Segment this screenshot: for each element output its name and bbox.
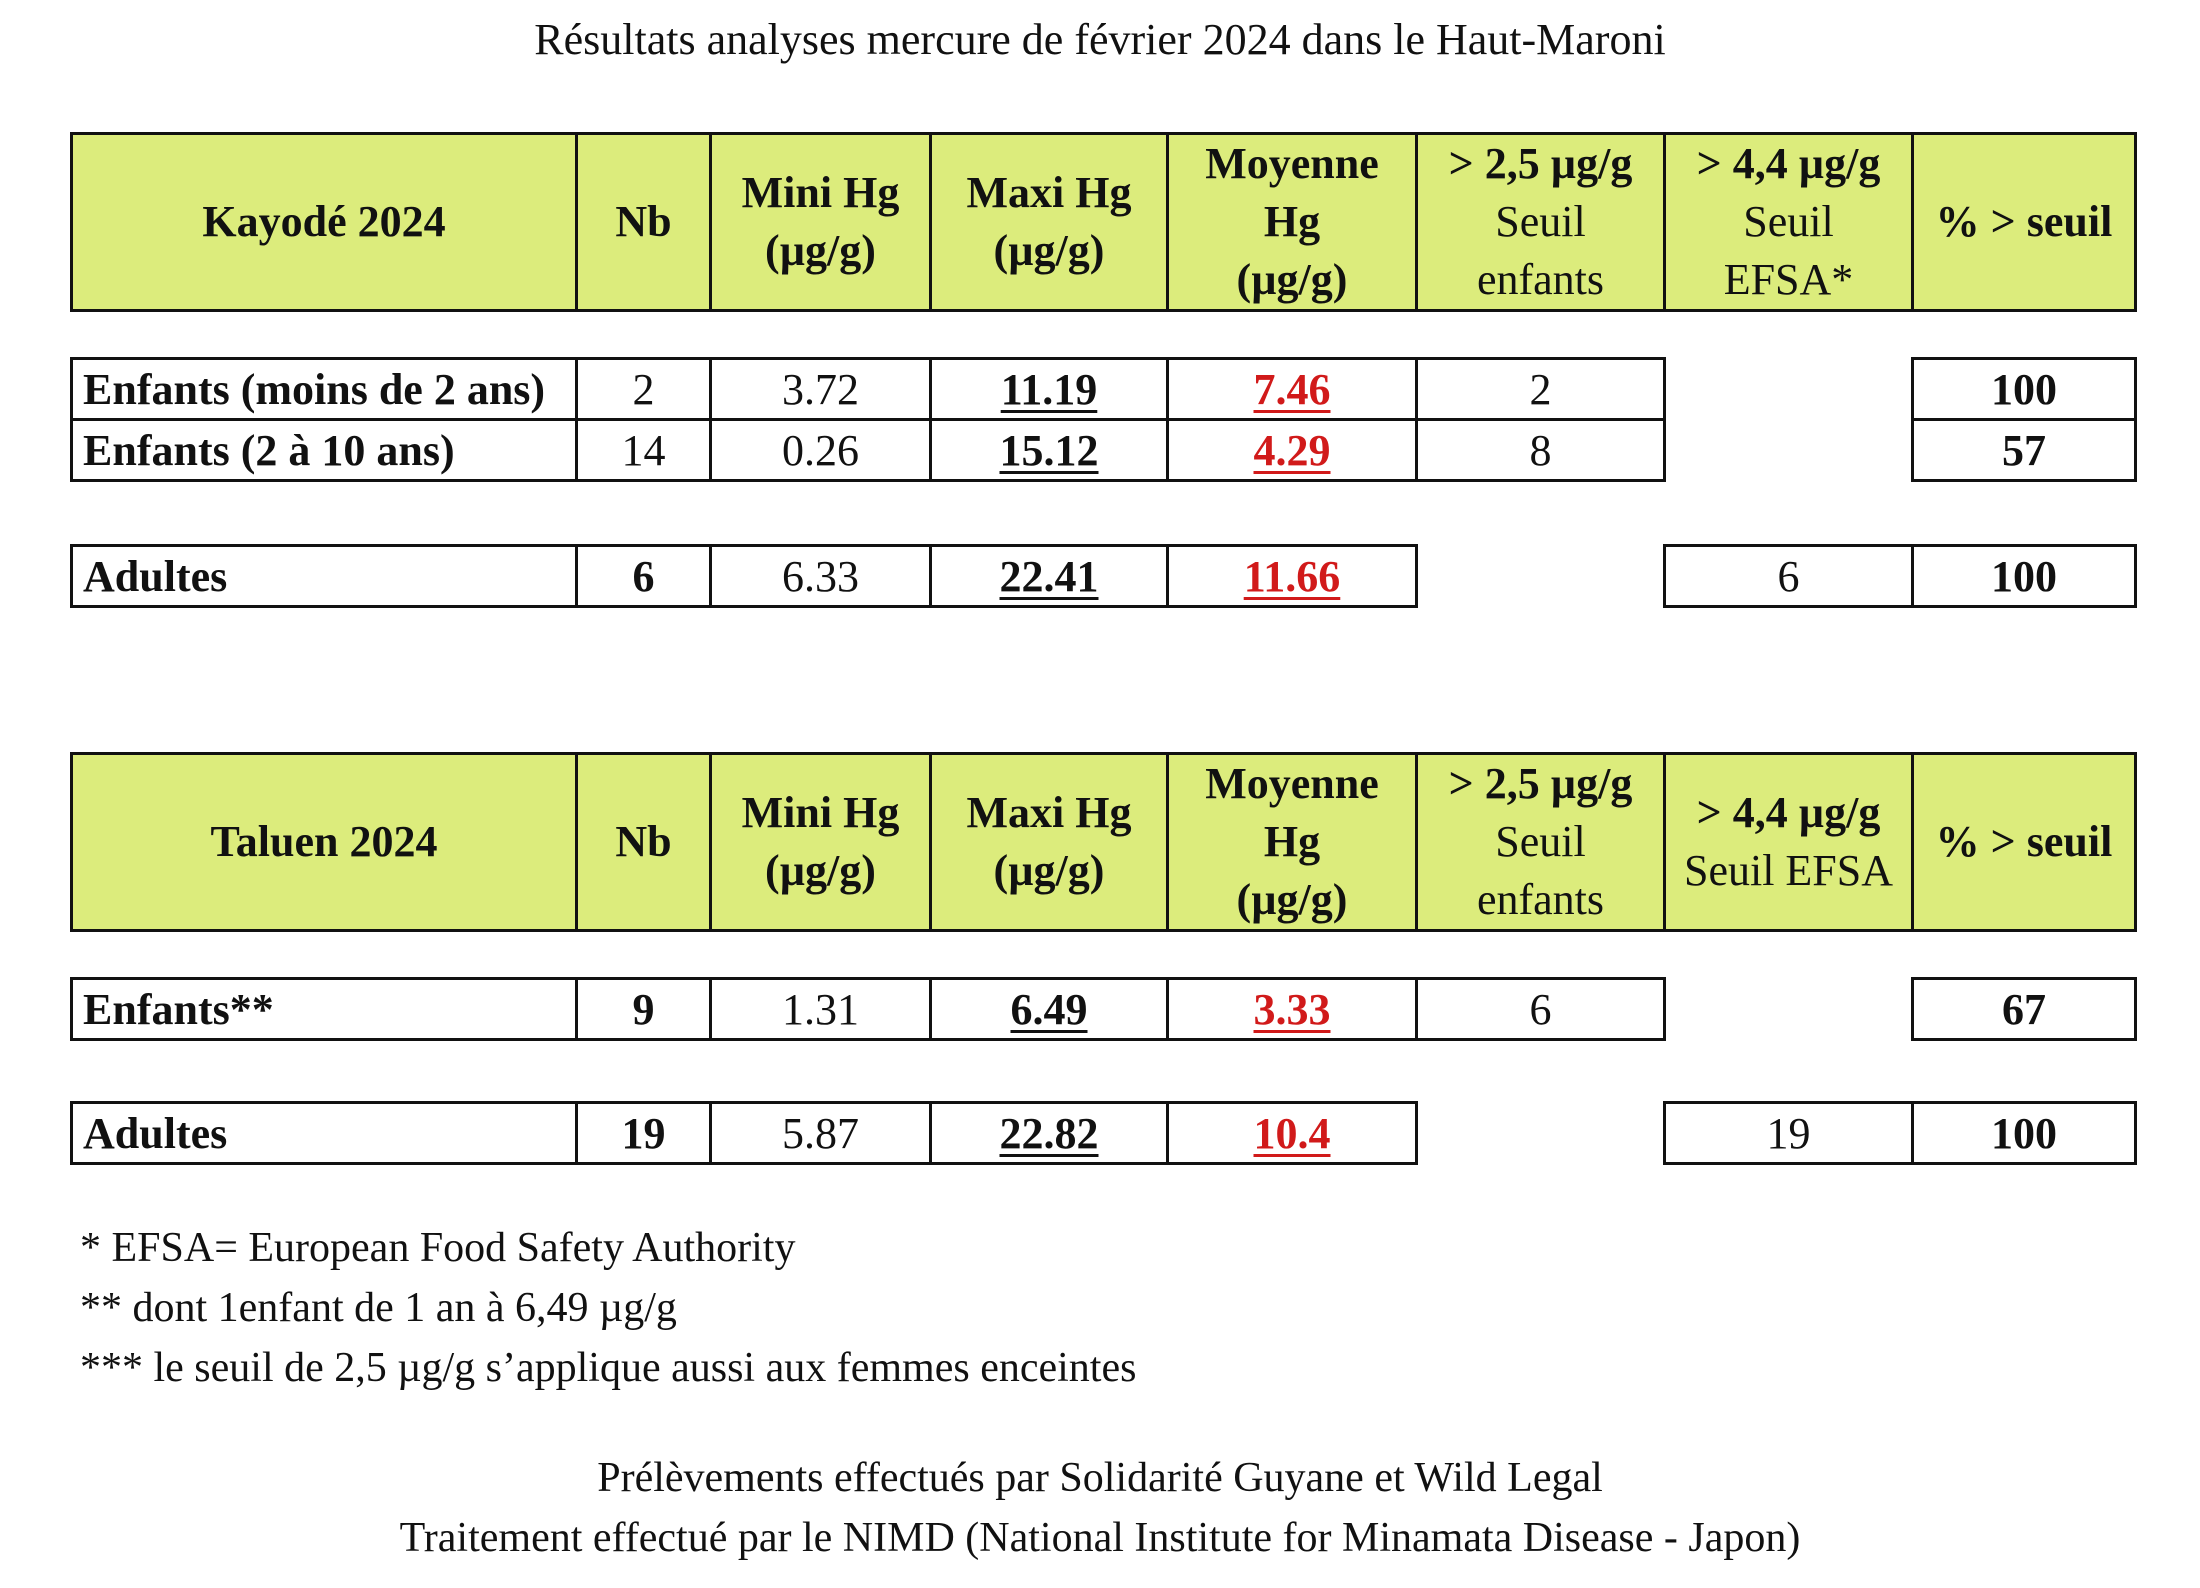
row-label: Adultes [70,1101,578,1165]
cell-mini: 3.72 [709,357,932,421]
header-location: Kayodé 2024 [70,132,578,312]
header-pct: % > seuil [1911,752,2137,932]
table-row [70,1101,2137,1165]
header-maxi: Maxi Hg (µg/g) [929,132,1169,312]
footnote-efsa: * EFSA= European Food Safety Authority [80,1225,796,1271]
header-moyenne: Moyenne Hg (µg/g) [1166,132,1418,312]
cell-pct: 100 [1911,357,2137,421]
row-label: Enfants** [70,977,578,1041]
row-label: Adultes [70,544,578,608]
row-label: Enfants (2 à 10 ans) [70,418,578,482]
cell-nb: 2 [575,357,712,421]
footnote-child: ** dont 1enfant de 1 an à 6,49 µg/g [80,1285,677,1331]
cell-pct: 67 [1911,977,2137,1041]
footnotes [80,1218,1136,1398]
page-title: Résultats analyses mercure de février 2024 dans le Haut-Maroni [534,15,1666,64]
cell-nb: 9 [575,977,712,1041]
cell-mini: 1.31 [709,977,932,1041]
cell-seuil-efsa: 6 [1663,544,1914,608]
table-header-taluen [70,752,2137,932]
header-pct: % > seuil [1911,132,2137,312]
header-maxi: Maxi Hg (µg/g) [929,752,1169,932]
cell-maxi: 15.12 [929,418,1169,482]
cell-nb: 19 [575,1101,712,1165]
cell-seuil-enfants: 8 [1415,418,1666,482]
header-nb: Nb [575,132,712,312]
cell-moyenne: 10.4 [1166,1101,1418,1165]
cell-nb: 14 [575,418,712,482]
cell-maxi: 11.19 [929,357,1169,421]
cell-mini: 5.87 [709,1101,932,1165]
header-mini: Mini Hg (µg/g) [709,752,932,932]
header-mini: Mini Hg (µg/g) [709,132,932,312]
table-row [70,418,2137,482]
cell-moyenne: 4.29 [1166,418,1418,482]
header-nb: Nb [575,752,712,932]
cell-seuil-efsa: 19 [1663,1101,1914,1165]
row-label: Enfants (moins de 2 ans) [70,357,578,421]
cell-seuil-enfants: 6 [1415,977,1666,1041]
header-seuil-efsa: > 4,4 µg/g Seuil EFSA [1663,752,1914,932]
cell-pct: 100 [1911,544,2137,608]
table-row [70,544,2137,608]
credit-processing: Traitement effectué par le NIMD (National Institute for Minamata Disease - Japon) [399,1515,1801,1561]
cell-maxi: 22.82 [929,1101,1169,1165]
cell-pct: 100 [1911,1101,2137,1165]
cell-moyenne: 11.66 [1166,544,1418,608]
cell-mini: 6.33 [709,544,932,608]
header-seuil-enfants: > 2,5 µg/g Seuil enfants [1415,132,1666,312]
cell-pct: 57 [1911,418,2137,482]
table-header-kayode [70,132,2137,312]
header-seuil-efsa: > 4,4 µg/g Seuil EFSA* [1663,132,1914,312]
cell-moyenne: 7.46 [1166,357,1418,421]
cell-maxi: 22.41 [929,544,1169,608]
credits [0,1448,2200,1568]
credit-sampling: Prélèvements effectués par Solidarité Guyane et Wild Legal [597,1455,1603,1501]
cell-moyenne: 3.33 [1166,977,1418,1041]
header-moyenne: Moyenne Hg (µg/g) [1166,752,1418,932]
footnote-pregnant: *** le seuil de 2,5 µg/g s’applique aussi aux femmes enceintes [80,1345,1137,1391]
cell-mini: 0.26 [709,418,932,482]
header-seuil-enfants: > 2,5 µg/g Seuil enfants [1415,752,1666,932]
cell-nb: 6 [575,544,712,608]
cell-maxi: 6.49 [929,977,1169,1041]
table-row [70,977,2137,1041]
header-location: Taluen 2024 [70,752,578,932]
cell-seuil-enfants: 2 [1415,357,1666,421]
table-row [70,357,2137,421]
